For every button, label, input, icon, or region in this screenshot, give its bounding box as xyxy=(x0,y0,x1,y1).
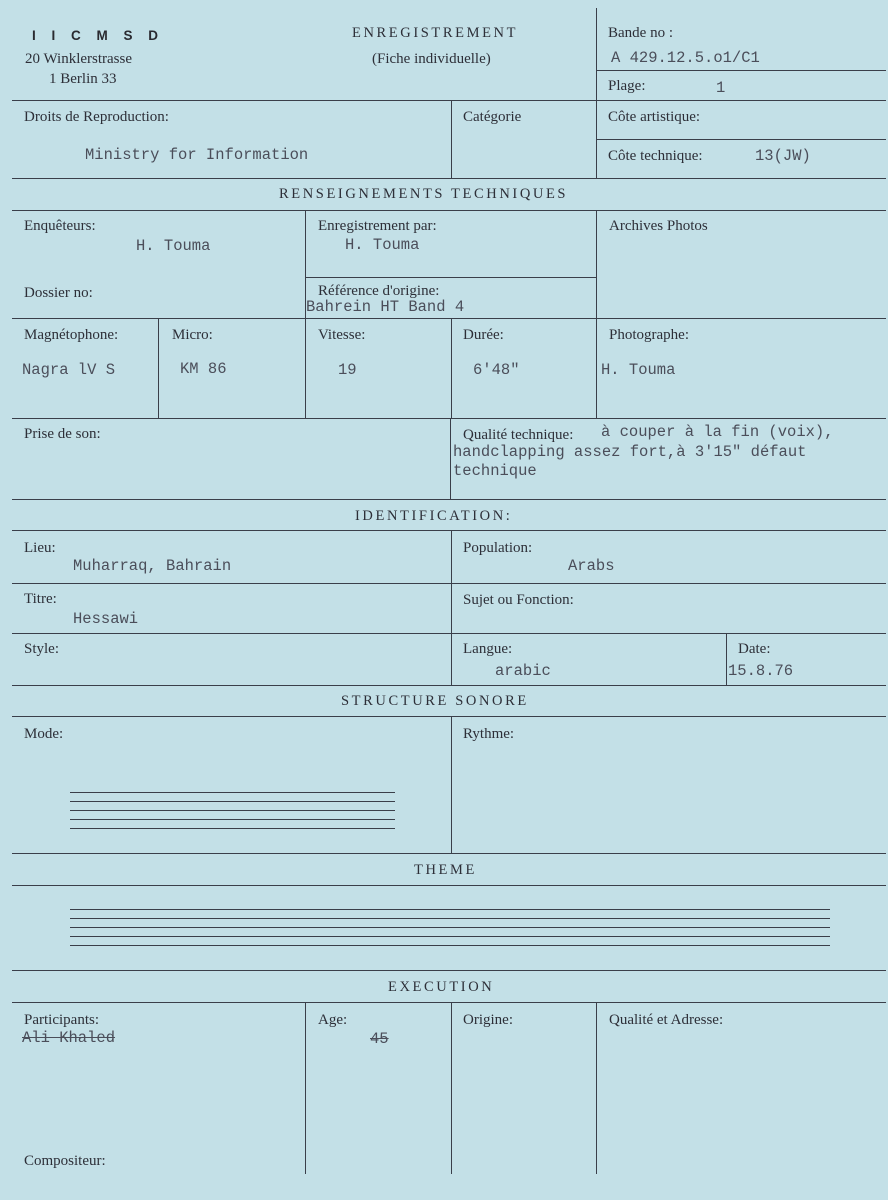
lieu-value: Muharraq, Bahrain xyxy=(73,557,232,575)
age-value: 45 xyxy=(370,1030,389,1048)
duree-value: 6'48" xyxy=(473,361,520,379)
rule xyxy=(451,318,452,418)
bande-label: Bande no : xyxy=(608,25,673,41)
theme-staff-line xyxy=(70,909,830,910)
rule xyxy=(596,139,886,140)
qualite-label: Qualité technique: xyxy=(463,427,574,443)
vitesse-value: 19 xyxy=(338,361,357,379)
categorie-label: Catégorie xyxy=(463,109,522,125)
cote-technique-label: Côte technique: xyxy=(608,148,703,164)
theme-staff-line xyxy=(70,945,830,946)
enqueteurs-label: Enquêteurs: xyxy=(24,218,96,234)
theme-staff-line xyxy=(70,918,830,919)
reference-label: Référence d'origine: xyxy=(318,283,440,299)
rule xyxy=(451,530,452,685)
org-logo: I I C M S D xyxy=(32,28,165,43)
cote-technique-value: 13(JW) xyxy=(755,147,811,165)
rule xyxy=(12,716,886,717)
population-value: Arabs xyxy=(568,557,615,575)
rule xyxy=(12,210,886,211)
dossier-label: Dossier no: xyxy=(24,285,93,301)
rule xyxy=(12,1002,886,1003)
micro-value: KM 86 xyxy=(180,360,227,378)
titre-value: Hessawi xyxy=(73,610,139,628)
rule xyxy=(12,633,886,634)
participants-label: Participants: xyxy=(24,1012,99,1028)
enregistrement-par-label: Enregistrement par: xyxy=(318,218,437,234)
photographe-label: Photographe: xyxy=(609,327,689,343)
photographe-value: H. Touma xyxy=(601,361,676,379)
participants-value: Ali Khaled xyxy=(22,1029,116,1047)
titre-label: Titre: xyxy=(24,591,57,607)
qualite-adresse-label: Qualité et Adresse: xyxy=(609,1012,724,1028)
section-title-theme: THEME xyxy=(414,862,477,878)
rule xyxy=(12,318,886,319)
rule xyxy=(450,418,451,499)
rule xyxy=(12,853,886,854)
mode-staff-line xyxy=(70,792,395,793)
rule xyxy=(451,1002,452,1174)
rule xyxy=(305,1002,306,1174)
rule xyxy=(305,277,596,278)
mode-staff-line xyxy=(70,801,395,802)
rythme-label: Rythme: xyxy=(463,726,515,742)
address-city: 1 Berlin 33 xyxy=(49,71,117,87)
magnetophone-value: Nagra lV S xyxy=(22,361,116,379)
qualite-value-line1: à couper à la fin (voix), xyxy=(601,423,834,441)
mode-label: Mode: xyxy=(24,726,64,742)
lieu-label: Lieu: xyxy=(24,540,56,556)
rule xyxy=(12,418,886,419)
plage-label: Plage: xyxy=(608,78,646,94)
archives-label: Archives Photos xyxy=(609,218,708,234)
section-title-structure: STRUCTURE SONORE xyxy=(341,693,529,709)
cote-artistique-label: Côte artistique: xyxy=(608,109,701,125)
rule xyxy=(12,499,886,500)
rule xyxy=(596,210,597,418)
micro-label: Micro: xyxy=(172,327,213,343)
compositeur-label: Compositeur: xyxy=(24,1153,106,1169)
section-title-technical: RENSEIGNEMENTS TECHNIQUES xyxy=(279,186,569,202)
mode-staff-line xyxy=(70,828,395,829)
address-street: 20 Winklerstrasse xyxy=(25,51,133,67)
duree-label: Durée: xyxy=(463,327,504,343)
vitesse-label: Vitesse: xyxy=(318,327,366,343)
enregistrement-par-value: H. Touma xyxy=(345,236,420,254)
rule xyxy=(596,70,886,71)
rule xyxy=(12,178,886,179)
rule xyxy=(12,530,886,531)
qualite-value-line2: handclapping assez fort,à 3'15" défaut xyxy=(453,443,807,461)
droits-value: Ministry for Information xyxy=(85,146,309,164)
rule xyxy=(596,8,597,178)
mode-staff-line xyxy=(70,810,395,811)
prise-label: Prise de son: xyxy=(24,426,101,442)
style-label: Style: xyxy=(24,641,60,657)
rule xyxy=(451,100,452,178)
origine-label: Origine: xyxy=(463,1012,513,1028)
enqueteurs-value: H. Touma xyxy=(136,237,211,255)
theme-staff-line xyxy=(70,927,830,928)
rule xyxy=(12,583,886,584)
form-subtitle: (Fiche individuelle) xyxy=(372,51,491,67)
rule xyxy=(158,318,159,418)
rule xyxy=(12,685,886,686)
langue-value: arabic xyxy=(495,662,551,680)
population-label: Population: xyxy=(463,540,533,556)
theme-staff-line xyxy=(70,936,830,937)
rule xyxy=(12,970,886,971)
date-label: Date: xyxy=(738,641,771,657)
age-label: Age: xyxy=(318,1012,348,1028)
section-title-execution: EXECUTION xyxy=(388,979,495,995)
langue-label: Langue: xyxy=(463,641,513,657)
rule xyxy=(451,716,452,853)
plage-value: 1 xyxy=(716,79,726,97)
date-value: 15.8.76 xyxy=(728,662,794,680)
rule xyxy=(596,1002,597,1174)
droits-label: Droits de Reproduction: xyxy=(24,109,169,125)
rule xyxy=(12,100,886,101)
section-title-identification: IDENTIFICATION: xyxy=(355,508,513,524)
reference-value: Bahrein HT Band 4 xyxy=(306,298,465,316)
sujet-label: Sujet ou Fonction: xyxy=(463,592,574,608)
magnetophone-label: Magnétophone: xyxy=(24,327,119,343)
form-title: ENREGISTREMENT xyxy=(352,25,519,41)
qualite-value-line3: technique xyxy=(453,462,537,480)
bande-value: A 429.12.5.o1/C1 xyxy=(611,49,760,67)
rule xyxy=(12,885,886,886)
mode-staff-line xyxy=(70,819,395,820)
